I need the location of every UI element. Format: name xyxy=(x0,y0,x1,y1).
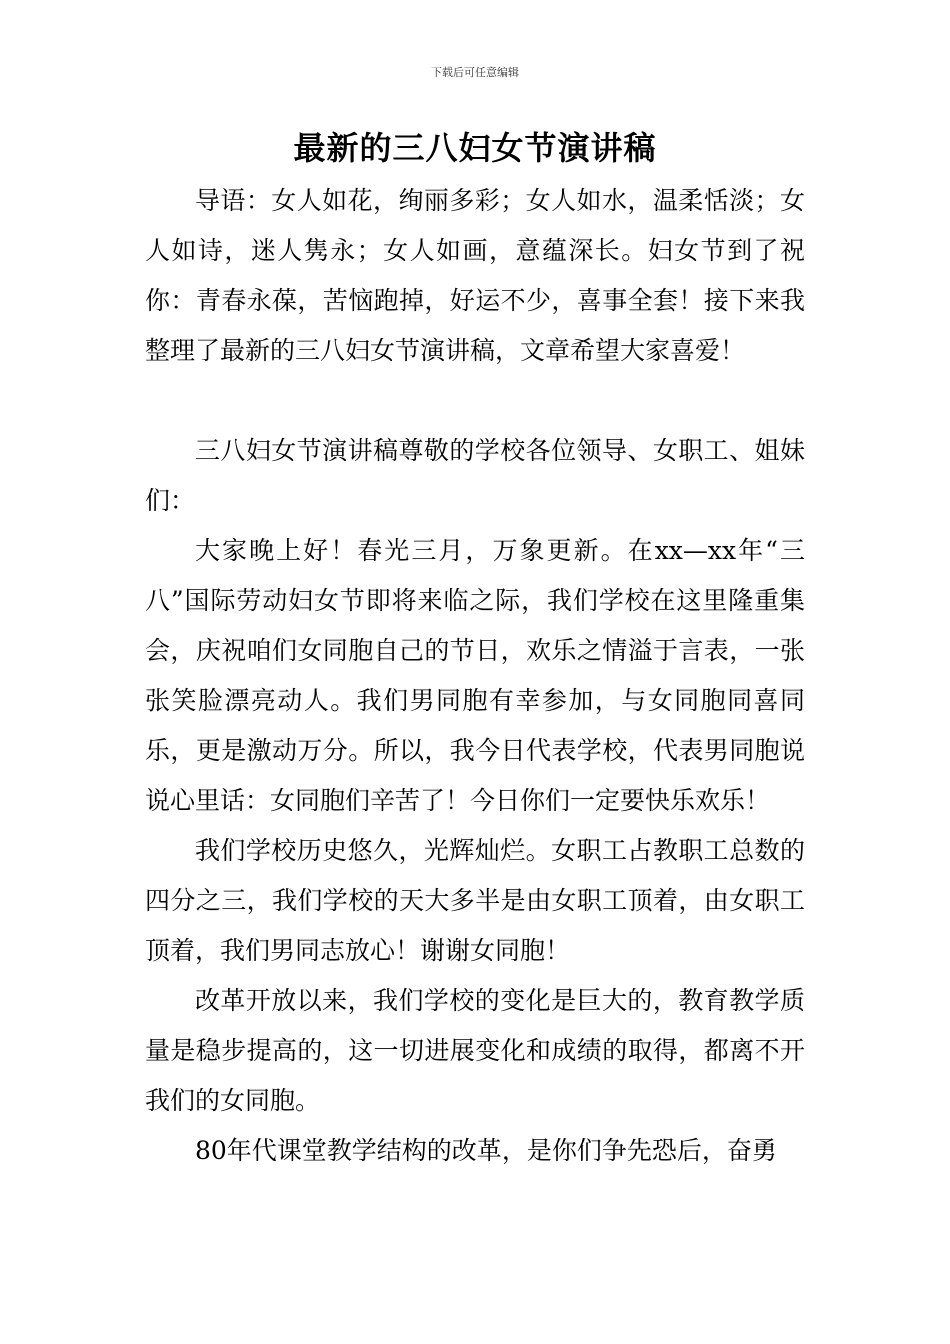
page-header-note: 下载后可任意编辑 xyxy=(431,66,519,79)
document-body xyxy=(145,176,805,1176)
paragraph-salutation: 三八妇女节演讲稿尊敬的学校各位领导、女职工、姐妹们： xyxy=(145,436,805,515)
paragraph-intro: 导语：女人如花，绚丽多彩；女人如水，温柔恬淡；女人如诗，迷人隽永；女人如画，意蕴深长。妇女节到了祝你：青春永葆，苦恼跑掉，好运不少，喜事全套！接下来我整理了最新的三八妇女节演讲稿，文章希望大家喜爱！ xyxy=(145,186,805,365)
paragraph-history: 我们学校历史悠久，光辉灿烂。女职工占教职工总数的四分之三，我们学校的天大多半是由女职工顶着，由女职工顶着，我们男同志放心！谢谢女同胞！ xyxy=(145,836,805,965)
paragraph-greeting: 大家晚上好！春光三月，万象更新。在xx—xx年“三八”国际劳动妇女节即将来临之际，我们学校在这里隆重集会，庆祝咱们女同胞自己的节日，欢乐之情溢于言表，一张张笑脸漂亮动人。我们男同胞有幸参加，与女同胞同喜同乐，更是激动万分。所以，我今日代表学校，代表男同胞说说心里话：女同胞们辛苦了！今日你们一定要快乐欢乐！ xyxy=(145,536,805,815)
document-title: 最新的三八妇女节演讲稿 xyxy=(293,129,657,167)
paragraph-eighties: 80年代课堂教学结构的改革，是你们争先恐后，奋勇 xyxy=(195,1136,777,1165)
paragraph-reform: 改革开放以来，我们学校的变化是巨大的，教育教学质量是稳步提高的，这一切进展变化和成绩的取得，都离不开我们的女同胞。 xyxy=(145,986,805,1115)
paragraph-spacer xyxy=(145,376,805,426)
